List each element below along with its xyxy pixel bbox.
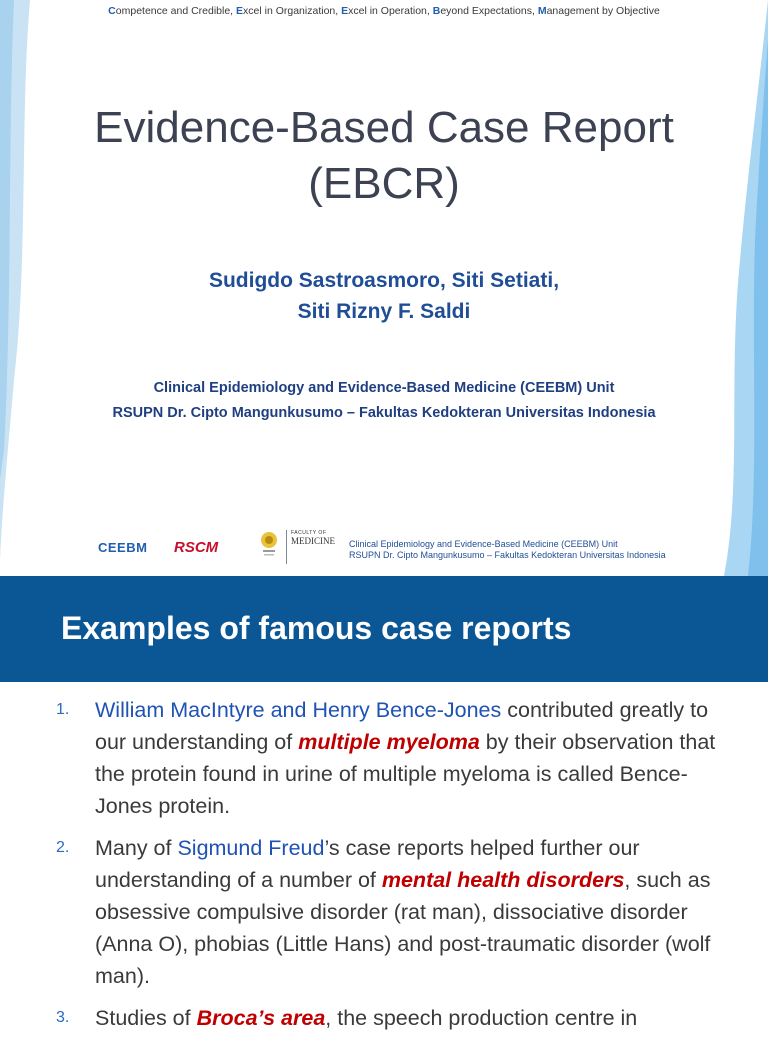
logo-bar — [98, 528, 718, 568]
list-number: 3. — [56, 1009, 70, 1026]
person-name: William MacIntyre and Henry Bence-Jones — [95, 698, 502, 722]
ceebm-logo: CEEBM — [98, 540, 148, 555]
emphasis-term: mental health disorders — [381, 868, 625, 892]
list-item — [56, 694, 736, 822]
list-number: 1. — [56, 701, 70, 718]
body-text: by their observation that the protein found in urine of multiple myeloma is called Bence-Jones protein. — [95, 730, 716, 818]
case-report-list — [56, 694, 736, 1044]
list-item — [56, 832, 736, 992]
logo-caption: Clinical Epidemiology and Evidence-Based Medicine (CEEBM) Unit RSUPN Dr. Cipto Mangunkusumo – Fakultas Kedokteran Universitas Indonesia — [349, 539, 666, 560]
body-text: ’s case reports helped further our understanding of a number of — [95, 836, 640, 892]
authors: Sudigdo Sastroasmoro, Siti Setiati, Siti Rizny F. Saldi — [208, 269, 560, 323]
tagline: Competence and Credible, Excel in Organization, Excel in Operation, Beyond Expectations, Management by Objective — [108, 5, 660, 17]
body-text: Studies of — [95, 1006, 197, 1030]
university-seal-icon — [260, 530, 278, 558]
list-number: 2. — [56, 839, 70, 856]
emphasis-term: Broca’s area — [196, 1006, 326, 1030]
faculty-of-medicine-logo: FACULTY OF MEDICINE — [286, 530, 335, 564]
body-text: , such as obsessive compulsive disorder (rat man), dissociative disorder (Anna O), phobias (Little Hans) and post-traumatic disorder (wolf man). — [95, 868, 711, 988]
rscm-logo: RSCM — [174, 539, 219, 556]
slide-title: Evidence-Based Case Report (EBCR) — [94, 103, 674, 208]
body-text: Many of — [95, 836, 178, 860]
heading-banner — [0, 576, 768, 682]
emphasis-term: multiple myeloma — [298, 730, 480, 754]
person-name: Sigmund Freud — [177, 836, 325, 860]
body-text: , the speech production centre in — [325, 1006, 638, 1030]
content-slide — [0, 576, 768, 1030]
list-item — [56, 1002, 736, 1034]
slide-heading: Examples of famous case reports — [61, 610, 572, 646]
affiliation: Clinical Epidemiology and Evidence-Based Medicine (CEEBM) Unit RSUPN Dr. Cipto Mangunkusumo – Fakultas Kedokteran Universitas Indonesia — [112, 380, 656, 421]
body-text: contributed greatly to our understanding of — [95, 698, 709, 754]
